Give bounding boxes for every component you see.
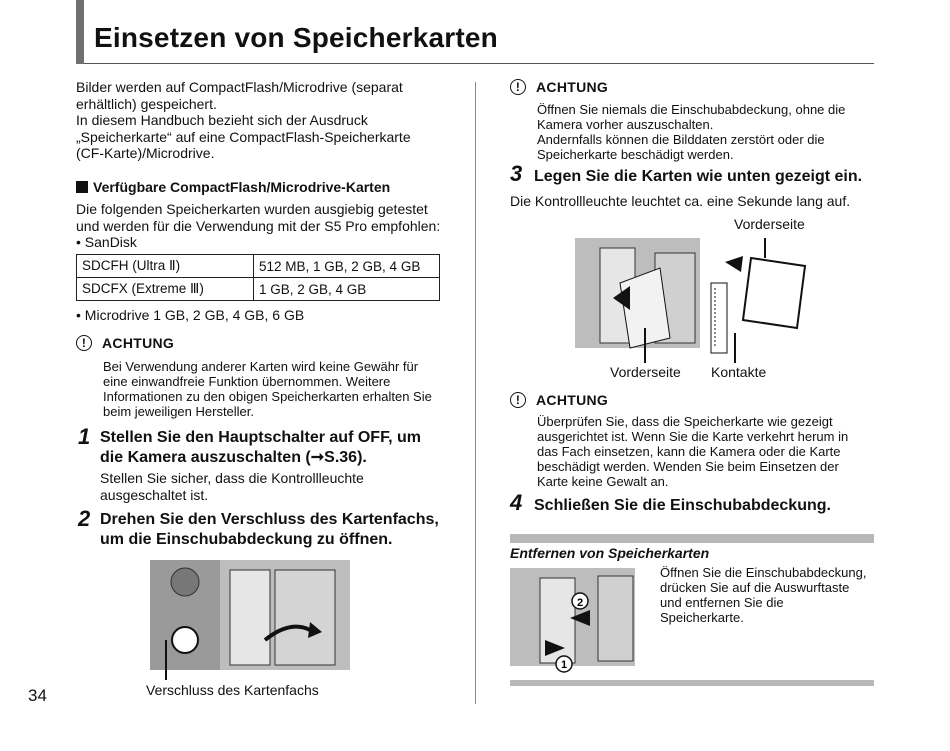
step-3-body: Die Kontrollleuchte leuchtet ca. eine Sekunde lang auf. bbox=[510, 193, 851, 209]
step-1-number: 1 bbox=[78, 424, 91, 449]
cards-description: Die folgenden Speicherkarten wurden ausgiebig getestet und werden für die Verwendung mit der S5 Pro empfohlen: • SanDisk bbox=[76, 201, 441, 250]
exclamation-icon: ! bbox=[76, 335, 92, 351]
microdrive-bullet: • Microdrive 1 GB, 2 GB, 4 GB, 6 GB bbox=[76, 307, 305, 323]
step-1-title: Stellen Sie den Hauptschalter auf OFF, um die Kamera auszuschalten (➞S.36). bbox=[100, 429, 421, 466]
caption-card-lock: Verschluss des Kartenfachs bbox=[146, 682, 319, 698]
warning-heading: ! ACHTUNG bbox=[76, 335, 174, 351]
table-row bbox=[77, 255, 440, 278]
callout-1: 1 bbox=[560, 659, 568, 671]
step-4-title: Schließen Sie die Einschubabdeckung. bbox=[534, 497, 831, 514]
table-row bbox=[77, 278, 440, 301]
section-divider-bar bbox=[510, 534, 874, 543]
exclamation-icon: ! bbox=[510, 392, 526, 408]
camera-card-slot-illustration bbox=[150, 560, 350, 680]
card-removal-illustration bbox=[510, 568, 640, 674]
table-cell: 512 MB, 1 GB, 2 GB, 4 GB bbox=[254, 255, 440, 278]
warning-text: Öffnen Sie niemals die Einschubabdeckung, ohne die Kamera vorher auszuschalten. Andernfalls können die Bilddaten zerstört oder die Speicherkarte beschädigt werden. bbox=[537, 102, 846, 162]
title-accent-bar bbox=[76, 0, 84, 64]
title-underline bbox=[84, 63, 874, 64]
exclamation-icon: ! bbox=[510, 79, 526, 95]
step-2-title: Drehen Sie den Verschluss des Kartenfachs, um die Einschubabdeckung zu öffnen. bbox=[100, 511, 439, 548]
table-cell: 1 GB, 2 GB, 4 GB bbox=[254, 278, 440, 301]
step-2-number: 2 bbox=[78, 506, 91, 531]
cards-heading: Verfügbare CompactFlash/Microdrive-Karten bbox=[76, 179, 390, 195]
warning-heading: ! ACHTUNG bbox=[510, 79, 608, 95]
card-insertion-illustration bbox=[575, 238, 815, 366]
step-3-number: 3 bbox=[510, 161, 523, 186]
table-cell: SDCFH (Ultra Ⅱ) bbox=[77, 255, 254, 278]
card-table bbox=[76, 254, 440, 301]
table-cell: SDCFX (Extreme Ⅲ) bbox=[77, 278, 254, 301]
remove-text: Öffnen Sie die Einschubabdeckung, drücken Sie auf die Auswurftaste und entfernen Sie die Speicherkarte. bbox=[660, 565, 867, 625]
section-end-bar bbox=[510, 680, 874, 686]
step-4-number: 4 bbox=[510, 490, 523, 515]
step-1-body: Stellen Sie sicher, dass die Kontrollleuchte ausgeschaltet ist. bbox=[100, 470, 364, 503]
square-bullet-icon bbox=[76, 181, 88, 193]
page-title: Einsetzen von Speicherkarten bbox=[94, 22, 498, 53]
callout-2: 2 bbox=[576, 597, 584, 609]
warning-heading: ! ACHTUNG bbox=[510, 392, 608, 408]
warning-text: Bei Verwendung anderer Karten wird keine Gewähr für eine einwandfreie Funktion übernommen. Weitere Informationen zu den obigen Speicherkarten erhalten Sie beim jeweiligen Hersteller. bbox=[103, 359, 432, 419]
label-front-bottom: Vorderseite bbox=[610, 364, 681, 380]
label-contacts: Kontakte bbox=[711, 364, 767, 380]
warning-text: Überprüfen Sie, dass die Speicherkarte wie gezeigt ausgerichtet ist. Wenn Sie die Karte verkehrt herum in das Fach einsetzen, kann die Kamera oder die Karte beschädigt werden. Wenden Sie beim Einsetzen der Karte keine Gewalt an. bbox=[537, 414, 849, 489]
label-front-top: Vorderseite bbox=[734, 216, 805, 232]
remove-heading: Entfernen von Speicherkarten bbox=[510, 545, 710, 561]
page-number: 34 bbox=[28, 686, 47, 705]
column-divider bbox=[475, 82, 476, 704]
intro-paragraph: Bilder werden auf CompactFlash/Microdrive (separat erhältlich) gespeichert. In diesem Handbuch bezieht sich der Ausdruck „Speicherkarte“ auf eine CompactFlash-Speicherkarte (CF-Karte)/Microdrive. bbox=[76, 79, 411, 161]
step-3-title: Legen Sie die Karten wie unten gezeigt ein. bbox=[534, 168, 863, 185]
